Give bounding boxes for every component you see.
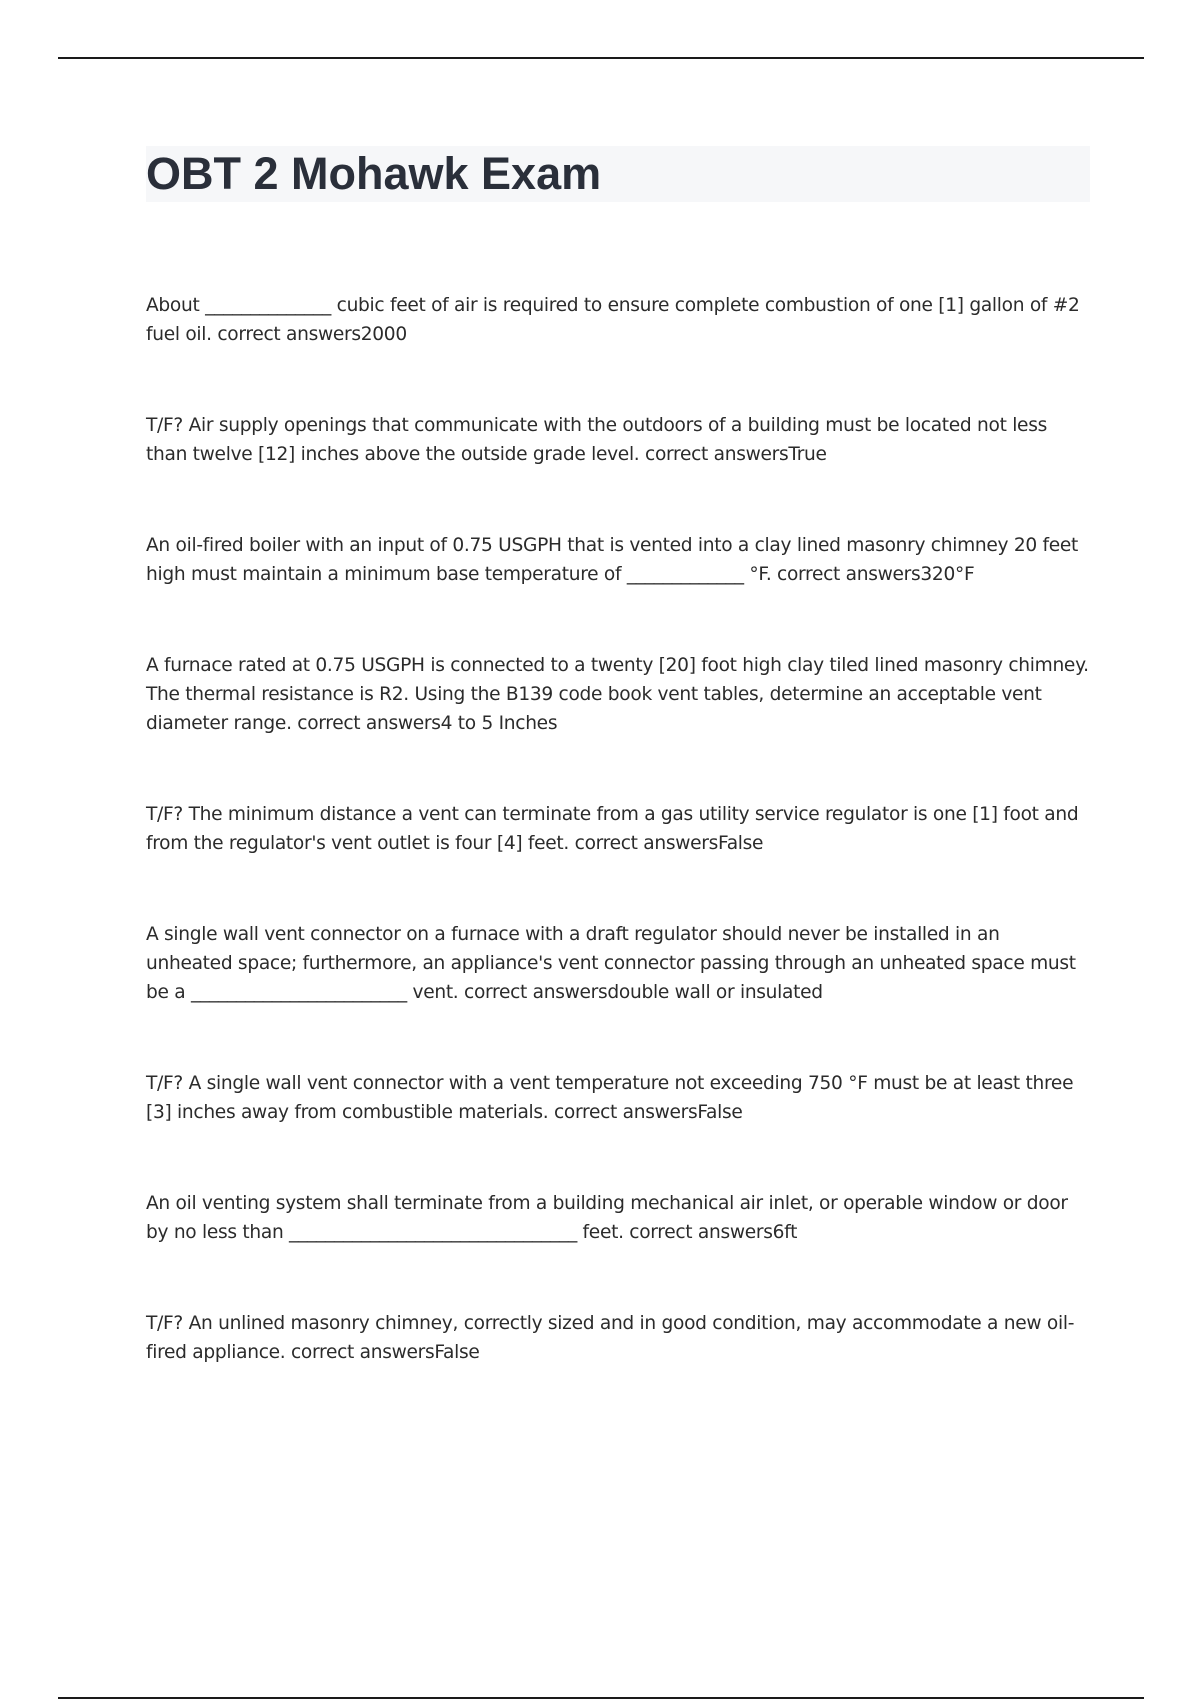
question-item-6: A single wall vent connector on a furnace with a draft regulator should never be installed in an unheated space; furthermore, an appliance's vent connector passing through an unheated space must be a ________________________ vent. correct answersdouble wall or insulated bbox=[146, 924, 1076, 1003]
question-item-3: An oil-fired boiler with an input of 0.75 USGPH that is vented into a clay lined masonry chimney 20 feet high must maintain a minimum base temperature of _____________ °F. correct answers320°F bbox=[146, 535, 1079, 585]
top-rule bbox=[58, 57, 1144, 59]
question-item-5: T/F? The minimum distance a vent can terminate from a gas utility service regulator is one [1] foot and from the regulator's vent outlet is four [4] feet. correct answersFalse bbox=[146, 804, 1079, 854]
page-title: OBT 2 Mohawk Exam bbox=[146, 148, 602, 199]
bottom-rule bbox=[58, 1697, 1144, 1699]
question-item-7: T/F? A single wall vent connector with a vent temperature not exceeding 750 °F must be at least three [3] inches away from combustible materials. correct answersFalse bbox=[146, 1073, 1074, 1123]
question-item-8: An oil venting system shall terminate from a building mechanical air inlet, or operable window or door by no less than ________________________________ feet. correct answers6ft bbox=[146, 1193, 1068, 1243]
question-item-9: T/F? An unlined masonry chimney, correctly sized and in good condition, may accommodate a new oil-fired appliance. correct answersFalse bbox=[146, 1313, 1075, 1363]
question-item-1: About ______________ cubic feet of air is required to ensure complete combustion of one [1] gallon of #2 fuel oil. correct answers2000 bbox=[146, 295, 1080, 345]
question-list bbox=[146, 291, 1090, 1367]
question-item-2: T/F? Air supply openings that communicate with the outdoors of a building must be located not less than twelve [12] inches above the outside grade level. correct answersTrue bbox=[146, 415, 1047, 465]
question-item-4: A furnace rated at 0.75 USGPH is connected to a twenty [20] foot high clay tiled lined masonry chimney. The thermal resistance is R2. Using the B139 code book vent tables, determine an acceptable vent diameter range. correct answers4 to 5 Inches bbox=[146, 655, 1089, 734]
